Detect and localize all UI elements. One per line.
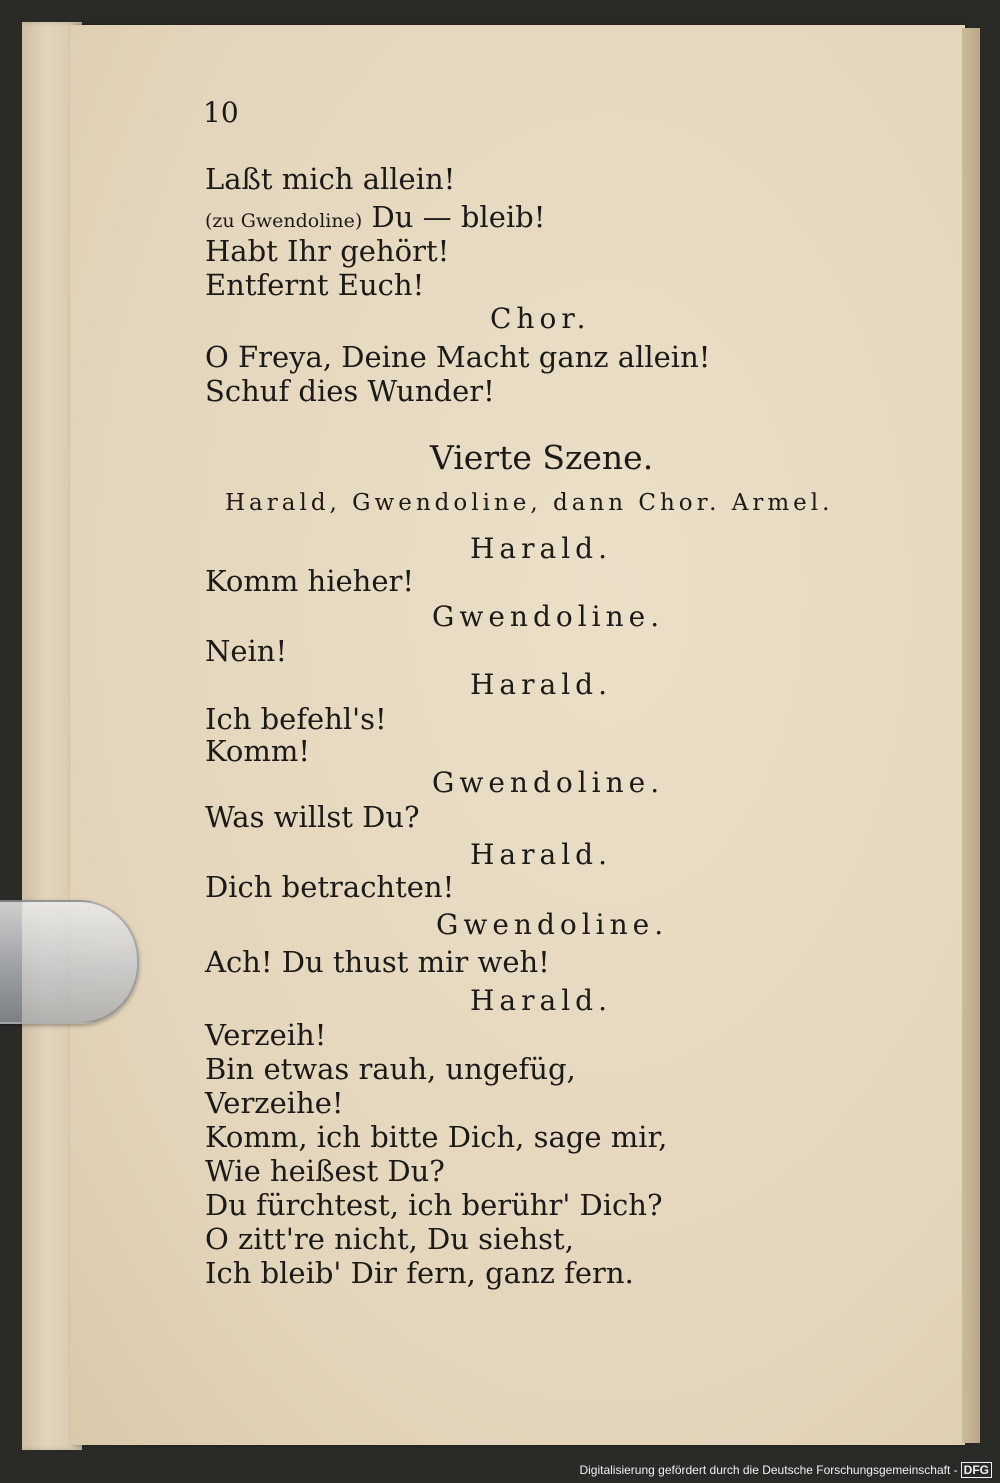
speaker-label: Gwendoline. [432,766,665,799]
text-line: Ich befehl's! [205,702,387,736]
text-line [205,200,545,234]
speaker-label: Harald. [470,668,612,701]
scene-title: Vierte Szene. [430,438,654,477]
text-line: Bin etwas rauh, ungefüg, [205,1052,576,1086]
speaker-label: Gwendoline. [436,908,669,941]
text-line: Verzeihe! [205,1086,344,1120]
text-line: Was willst Du? [205,800,420,834]
text-line: Entfernt Euch! [205,268,425,302]
text-line: Komm hieher! [205,564,415,598]
speaker-label: Gwendoline. [432,600,665,633]
dfg-logo: DFG [961,1462,992,1478]
text-line: Du fürchtest, ich berühr' Dich? [205,1188,663,1222]
text-line: Ich bleib' Dir fern, ganz fern. [205,1256,634,1290]
stage-direction: (zu Gwendoline) [205,210,363,232]
speaker-label: Harald. [470,532,612,565]
text-line: Nein! [205,634,288,668]
text-line-part: Du — bleib! [371,200,546,234]
digitization-footer [579,1463,992,1477]
text-line: Habt Ihr gehört! [205,234,450,268]
text-line: Verzeih! [205,1018,327,1052]
cast-list: Harald, Gwendoline, dann Chor. Armel. [225,490,834,516]
page-edge-right [962,28,980,1443]
speaker-label: Harald. [470,984,612,1017]
text-line: Ach! Du thust mir weh! [205,945,550,979]
text-line: O Freya, Deine Macht ganz allein! [205,340,711,374]
page-number: 10 [203,96,239,129]
text-line: O zitt're nicht, Du siehst, [205,1222,574,1256]
bookmark-clip [0,900,139,1024]
footer-text: Digitalisierung gefördert durch die Deutsche Forschungsgemeinschaft - [579,1463,958,1477]
text-line: Komm, ich bitte Dich, sage mir, [205,1120,668,1154]
text-line: Dich betrachten! [205,870,455,904]
speaker-label: Chor. [490,302,591,335]
text-line: Laßt mich allein! [205,162,456,196]
text-line: Komm! [205,734,310,768]
speaker-label: Harald. [470,838,612,871]
text-line: Schuf dies Wunder! [205,374,495,408]
text-line: Wie heißest Du? [205,1154,445,1188]
